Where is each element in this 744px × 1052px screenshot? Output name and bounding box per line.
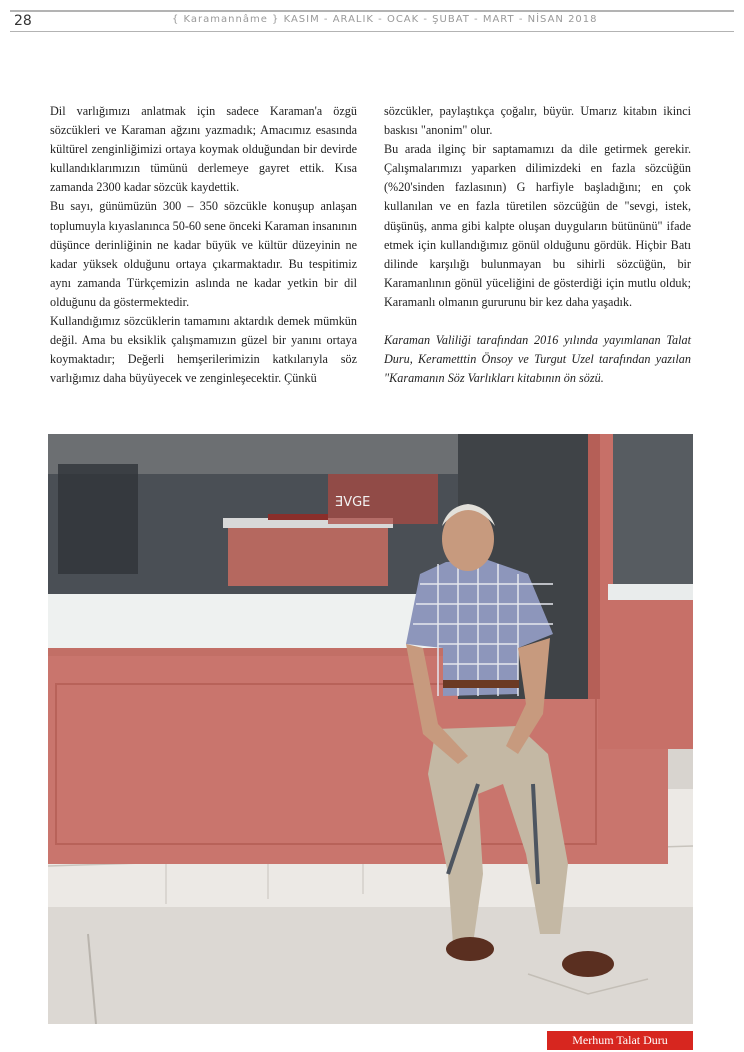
running-title: { Karamannâme } KASIM - ARALIK - OCAK - ŞUBAT - MART - NİSAN 2018 — [172, 14, 598, 25]
header-rule-bottom — [10, 31, 734, 32]
shop-sign-text: ƎVGE — [335, 495, 371, 510]
photo-credit: Merhum Talat Duru — [547, 1031, 693, 1050]
paragraph: sözcükler, paylaştıkça çoğalır, büyür. Umarız kitabın ikinci baskısı "anonim" olur. — [384, 104, 691, 138]
paragraph: Dil varlığımızı anlatmak için sadece Karaman'a özgü sözcükleri ve Karaman ağzını yazmadık; Amacımız esasında kültürel zenginliğimizi ortaya koymak olduğundan bir devirde kullandıklarımızın tümünü derlemeye gayret ettik. Kısa zamanda 2300 kadar sözcük kaydettik. — [50, 104, 357, 195]
paragraph: Bu sayı, günümüzün 300 – 350 sözcükle konuşup anlaşan toplumuyla kıyaslanınca 50-60 sene önceki Karaman insanının düşünce derinliğinin ne kadar büyük ve kültür düzeyinin ne kadar yüksek olduğunu ortaya çıkarmaktadır. Bu tespitimiz aynı zamanda Türkçemizin aslında ne kadar yetkin bir dil olduğunu da göstermektedir. — [50, 199, 357, 309]
paragraph: Bu arada ilginç bir saptamamızı da dile getirmek gerekir. Çalışmalarımızı yaparken dilimizdeki en fazla sözcüğün (%20'sinden fazlasının) G harfiyle başladığını; en çok kullanılan ve en fazla türetilen sözcüğün de "sevgi, istek, düşünüş, anma gibi kalpte oluşan duyguların bütününü" ifade etmek için kullandığımız gönül olduğunu gördük. Hiçbir Batı dilinde karşılığı bulunmayan bu sihirli sözcüğün, bir Karamanlının gönül yüceliğini de gösterdiği için mutlu olduk; Karamanlı olmanın gururunu bir kez daha yaşadık. — [384, 142, 691, 309]
portrait-photo — [48, 434, 693, 1024]
header-rule-top — [10, 10, 734, 12]
right-shoe — [562, 951, 614, 977]
belt — [443, 680, 519, 688]
page-number: 28 — [14, 13, 32, 29]
paragraph: Kullandığımız sözcüklerin tamamını aktardık demek mümkün değil. Ama bu eksiklik çalışmamızın güzel bir yanını ortaya koymaktadır; Değerli hemşerilerimizin katkılarıyla söz varlığımız daha büyüyecek ve zenginleşecektir. Çünkü — [50, 314, 357, 386]
counter — [228, 524, 388, 586]
source-caption: Karaman Valiliği tarafından 2016 yılında yayımlanan Talat Duru, Kerametttin Önsoy ve Turgut Uzel tarafından yazılan "Karamanın Söz Varlıkları kitabının ön sözü. — [384, 333, 691, 386]
left-shoe — [446, 937, 494, 961]
right-column — [384, 102, 691, 388]
left-column — [50, 102, 357, 388]
page-header — [10, 10, 734, 32]
